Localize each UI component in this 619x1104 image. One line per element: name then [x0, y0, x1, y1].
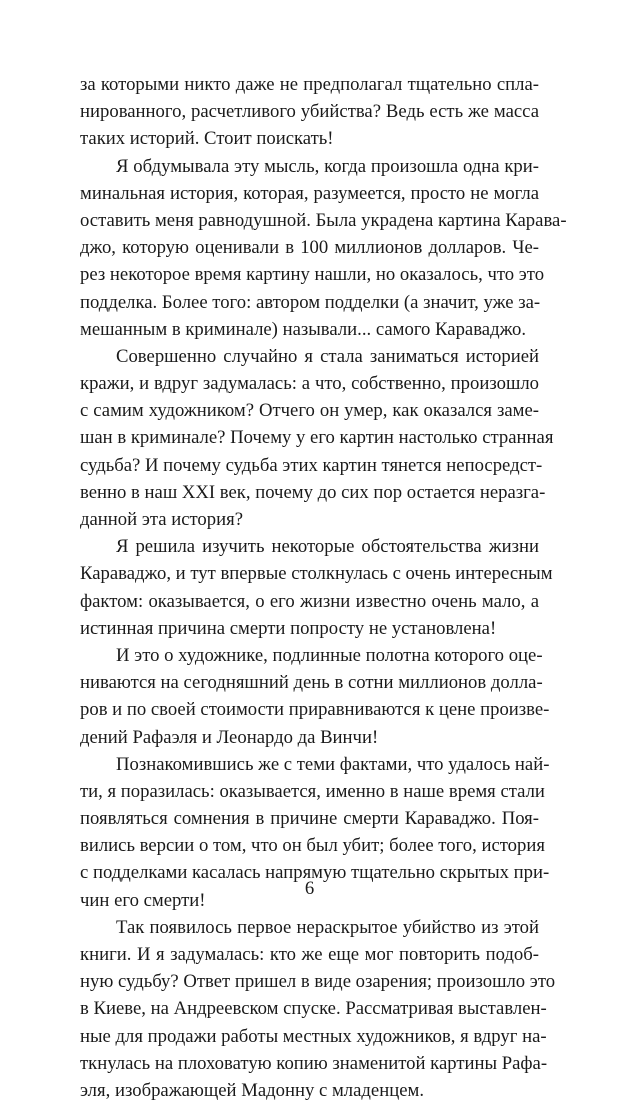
text-line: с самим художником? Отчего он умер, как оказался заме-: [80, 400, 539, 422]
body-text: [80, 71, 567, 1104]
text-line: судьба? И почему судьба этих картин тянется непосредст-: [80, 454, 543, 476]
text-line: минальная история, которая, разумеется, просто не могла: [80, 182, 539, 204]
text-line: чин его смерти!: [80, 889, 206, 911]
text-line: Караваджо, и тут впервые столкнулась с очень интересным: [80, 563, 553, 585]
text-line: кражи, и вдруг задумалась: а что, собственно, произошло: [80, 373, 539, 395]
paragraph: [80, 153, 567, 343]
text-line: ти, я поразилась: оказывается, именно в наше время стали: [80, 780, 545, 802]
text-line: данной эта история?: [80, 509, 243, 530]
page-number: 6: [304, 878, 315, 899]
text-line: в Киеве, на Андреевском спуске. Рассматривая выставлен-: [80, 998, 547, 1020]
text-line: таких историй. Стоит поискать!: [80, 128, 334, 150]
text-line: Я решила изучить некоторые обстоятельства жизни: [116, 536, 539, 558]
paragraph: [80, 343, 554, 533]
text-line: истинная причина смерти попросту не установлена!: [80, 617, 497, 639]
text-line: ткнулась на плоховатую копию знаменитой картины Рафа-: [80, 1052, 548, 1074]
paragraph: [80, 914, 556, 1104]
text-line: ров и по своей стоимости приравниваются к цене произве-: [80, 699, 550, 721]
text-line: подделка. Более того: автором подделки (а значит, уже за-: [80, 291, 541, 313]
text-line: фактом: оказывается, о его жизни известно очень мало, а: [80, 590, 539, 612]
text-line: шан в криминале? Почему у его картин настолько странная: [80, 427, 554, 449]
text-line: венно в наш XXI век, почему до сих пор остается неразга-: [80, 481, 546, 503]
text-line: дений Рафаэля и Леонардо да Винчи!: [80, 726, 379, 748]
paragraph: [80, 533, 553, 642]
text-line: Познакомившись же с теми фактами, что удалось най-: [116, 753, 550, 775]
text-line: рез некоторое время картину нашли, но оказалось, что это: [80, 264, 545, 286]
text-line: Совершенно случайно я стала заниматься историей: [116, 345, 539, 367]
text-line: ные для продажи работы местных художников, я вдруг на-: [80, 1025, 547, 1047]
text-line: появляться сомнения в причине смерти Караваджо. Поя-: [80, 808, 539, 830]
text-line: ную судьбу? Ответ пришел в виде озарения; произошло это: [80, 971, 556, 993]
text-line: с подделками касалась напрямую тщательно скрытых при-: [80, 862, 550, 884]
text-line: за которыми никто даже не предполагал тщательно спла-: [80, 74, 539, 95]
paragraph: [80, 642, 550, 751]
text-line: ниваются на сегодняшний день в сотни миллионов долла-: [80, 672, 543, 694]
text-line: оставить меня равнодушной. Была украдена картина Карава-: [80, 209, 567, 231]
text-line: Так появилось первое нераскрытое убийство из этой: [116, 916, 539, 938]
text-line: мешанным в криминале) называли... самого Караваджо.: [80, 318, 527, 340]
text-line: Я обдумывала эту мысль, когда произошла одна кри-: [116, 155, 539, 177]
text-line: эля, изображающей Мадонну с младенцем.: [80, 1079, 425, 1101]
text-line: джо, которую оценивали в 100 миллионов долларов. Че-: [80, 237, 539, 259]
text-line: вились версии о том, что он был убит; более того, история: [80, 835, 545, 857]
text-line: И это о художнике, подлинные полотна которого оце-: [116, 644, 543, 666]
text-line: нированного, расчетливого убийства? Ведь есть же масса: [80, 101, 539, 123]
text-line: книги. И я задумалась: кто же еще мог повторить подоб-: [80, 944, 539, 965]
paragraph: [80, 71, 539, 153]
